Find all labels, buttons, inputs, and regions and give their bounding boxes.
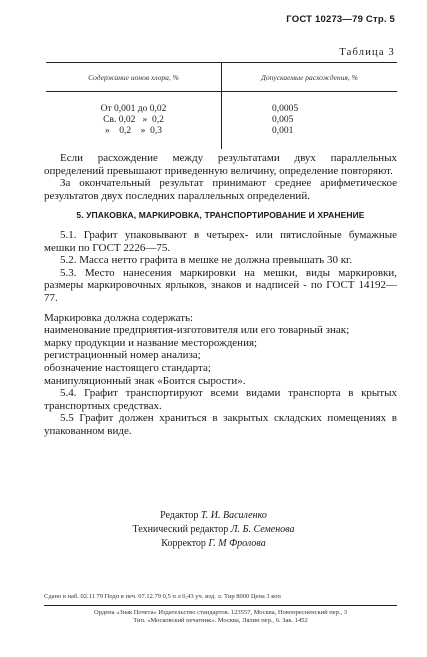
paragraph-5-4: 5.4. Графит транспортируют всеми видами транспорта в крытых транспортных средствах.: [44, 387, 397, 412]
tolerance-value: 0,001: [272, 126, 294, 136]
chloride-tolerance-table: [46, 62, 397, 149]
publisher-info: [44, 609, 397, 625]
table-header-chloride-content: Содержание ионов хлора, %: [46, 63, 222, 92]
footer-divider: [44, 605, 397, 606]
body-text: [44, 152, 397, 437]
credit-name: Т. И. Василенко: [200, 510, 267, 521]
credit-role: Технический редактор: [132, 524, 229, 535]
paragraph-5-1: 5.1. Графит упаковывают в четырех- или пятислойные бумажные мешки по ГОСТ 2226—75.: [44, 228, 397, 254]
paragraph-5-3: 5.3. Место нанесения маркировки на мешки, виды маркировки, размеры маркировочных ярлыков, знаков и надписей - по ГОСТ 14192—77.: [44, 266, 397, 304]
range-value: Св. 0,02 » 0,2: [103, 115, 164, 125]
table-cell-tolerances: [222, 92, 398, 150]
range-value: » 0,2 » 0,3: [105, 126, 162, 136]
table-label: Таблица 3: [339, 47, 395, 58]
credit-tech-editor: [0, 523, 427, 537]
marking-item: наименование предприятия-изготовителя или его товарный знак;: [44, 324, 350, 337]
credit-editor: [0, 509, 427, 523]
marking-item: марку продукции и название месторождения;: [44, 336, 258, 349]
marking-item: обозначение настоящего стандарта;: [44, 361, 211, 374]
tolerance-value: 0,0005: [272, 104, 299, 114]
paragraph-repeat-condition: Если расхождение между результатами двух параллельных определений превышают приведенную величину, определение повторяют.: [44, 152, 397, 177]
credit-role: Редактор: [160, 510, 199, 521]
marking-intro: Маркировка должна содержать:: [44, 311, 194, 324]
tolerance-value: 0,005: [272, 115, 294, 125]
table-row: [46, 92, 397, 150]
printer-line: Тип. «Московский печатник». Москва, Лялин пер., 6. Зак. 1452: [133, 617, 308, 624]
range-value: От 0,001 до 0,02: [100, 104, 167, 114]
table-cell-ranges: [46, 92, 222, 150]
credit-name: Г. М Фролова: [208, 538, 266, 549]
print-info: Сдано в наб. 02.11 79 Подп в печ. 07.12.79 0,5 п л 0,43 уч. изд. л. Тир 8000 Цена 3 коп: [44, 593, 281, 600]
publisher-line: Ордена «Знак Почета» Издательство стандартов. 123557, Москва, Новопресненский пер., 3: [94, 609, 347, 616]
credit-corrector: [0, 537, 427, 551]
section-title: 5. УПАКОВКА, МАРКИРОВКА, ТРАНСПОРТИРОВАНИЕ И ХРАНЕНИЕ: [76, 210, 365, 221]
page-header: ГОСТ 10273—79 Стр. 5: [286, 14, 395, 25]
marking-item: регистрационный номер анализа;: [44, 349, 201, 362]
credits: [0, 509, 427, 551]
paragraph-final-result: За окончательный результат принимают среднее арифметическое результатов двух последних параллельных определений.: [44, 177, 397, 202]
credit-role: Корректор: [161, 538, 206, 549]
marking-item: манипуляционный знак «Боится сырости».: [44, 374, 246, 387]
table-header-tolerance: Допускаемые расхождения, %: [222, 63, 398, 92]
paragraph-5-5: 5.5 Графит должен храниться в закрытых складских помещениях в упакованном виде.: [44, 412, 397, 437]
credit-name: Л. Б. Семенова: [230, 524, 295, 535]
paragraph-5-2: 5.2. Масса нетто графита в мешке не должна превышать 30 кг.: [60, 254, 353, 267]
